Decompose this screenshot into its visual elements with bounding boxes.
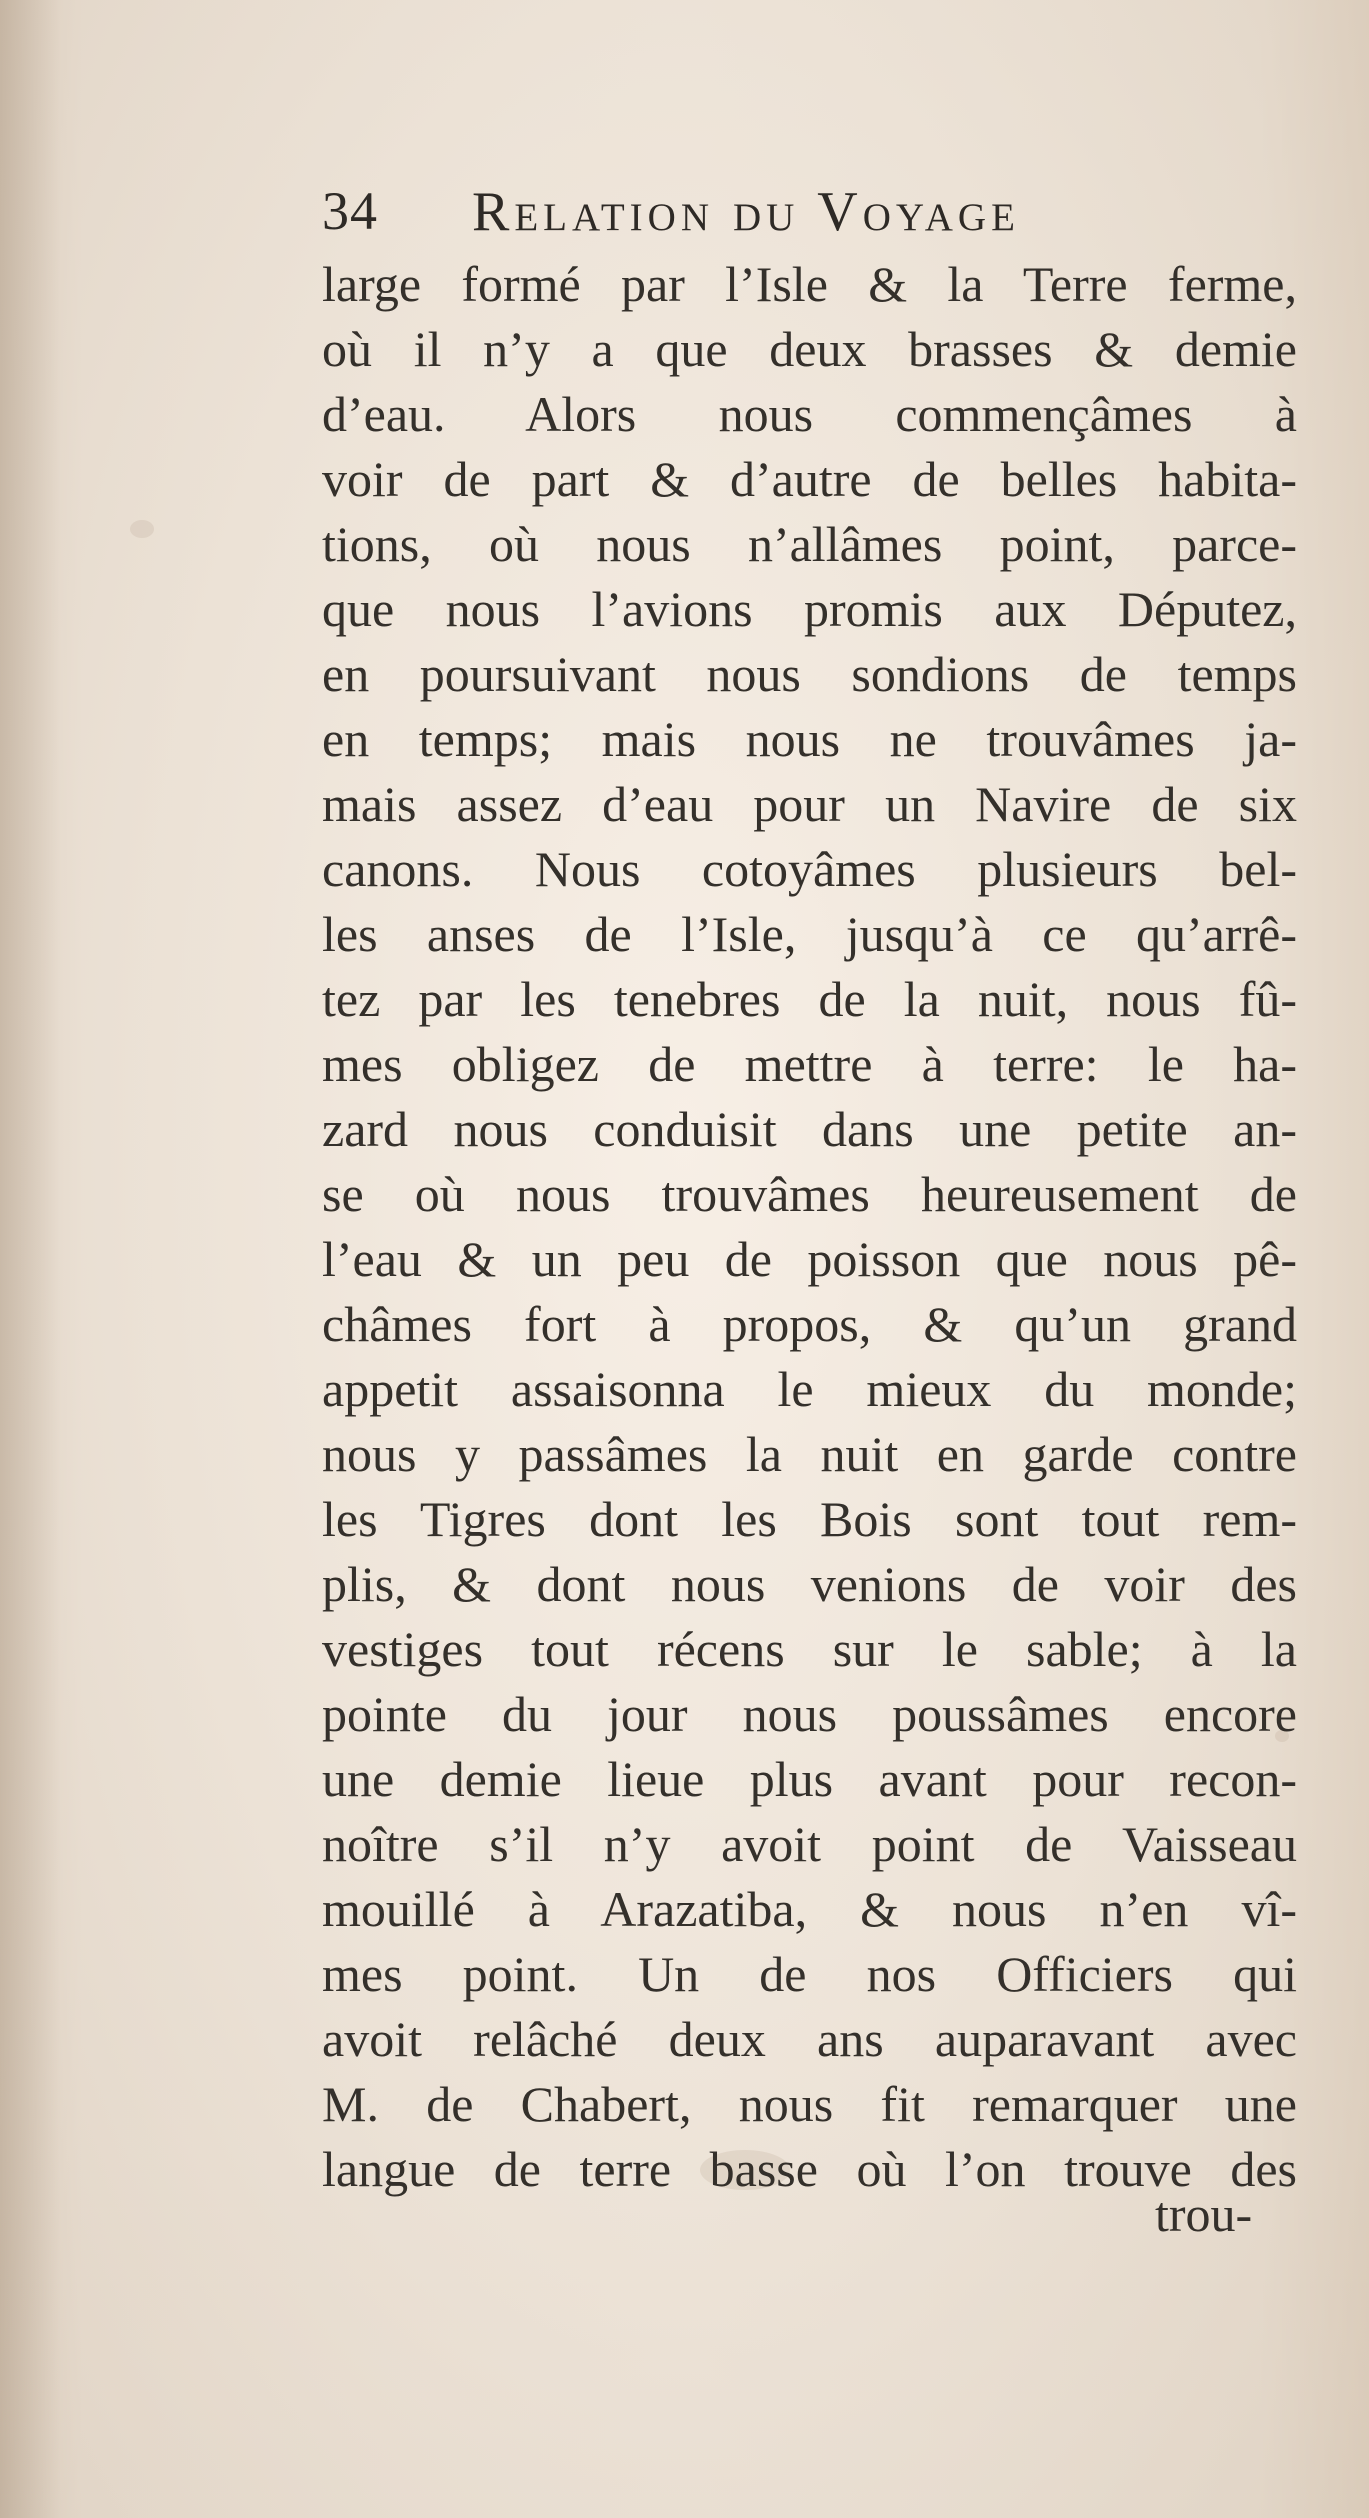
body-text bbox=[322, 252, 1297, 2202]
text-line: avoit relâché deux ans auparavant avec bbox=[322, 2011, 1297, 2067]
catchword: trou- bbox=[1155, 2186, 1253, 2242]
text-line: tez par les tenebres de la nuit, nous fû- bbox=[322, 971, 1297, 1027]
text-line: nous y passâmes la nuit en garde contre bbox=[322, 1426, 1297, 1482]
text-line: mes obligez de mettre à terre: le ha- bbox=[322, 1036, 1297, 1092]
text-line: plis, & dont nous venions de voir des bbox=[322, 1556, 1297, 1612]
text-line: d’eau. Alors nous commençâmes à bbox=[322, 386, 1297, 442]
text-line: se où nous trouvâmes heureusement de bbox=[322, 1166, 1297, 1222]
text-line: zard nous conduisit dans une petite an- bbox=[322, 1101, 1297, 1157]
text-line: les anses de l’Isle, jusqu’à ce qu’arrê- bbox=[322, 906, 1297, 962]
page-number: 34 bbox=[322, 181, 378, 241]
text-line: mes point. Un de nos Officiers qui bbox=[322, 1946, 1297, 2002]
text-line: châmes fort à propos, & qu’un grand bbox=[322, 1296, 1297, 1352]
gutter-shadow bbox=[0, 0, 60, 2518]
page-header bbox=[322, 180, 1302, 250]
text-line: les Tigres dont les Bois sont tout rem- bbox=[322, 1491, 1297, 1547]
text-line: une demie lieue plus avant pour recon- bbox=[322, 1751, 1297, 1807]
text-line: vestiges tout récens sur le sable; à la bbox=[322, 1621, 1297, 1677]
text-line: tions, où nous n’allâmes point, parce- bbox=[322, 516, 1297, 572]
text-line: voir de part & d’autre de belles habita- bbox=[322, 451, 1297, 507]
text-line: en temps; mais nous ne trouvâmes ja- bbox=[322, 711, 1297, 767]
text-line: pointe du jour nous poussâmes encore bbox=[322, 1686, 1297, 1742]
text-line: langue de terre basse où l’on trouve des bbox=[322, 2141, 1297, 2197]
text-line: que nous l’avions promis aux Députez, bbox=[322, 581, 1297, 637]
running-head: Relation du Voyage bbox=[472, 181, 1020, 243]
text-line: M. de Chabert, nous fit remarquer une bbox=[322, 2076, 1297, 2132]
text-line: noître s’il n’y avoit point de Vaisseau bbox=[322, 1816, 1297, 1872]
text-line: mouillé à Arazatiba, & nous n’en vî- bbox=[322, 1881, 1297, 1937]
paper-stain bbox=[130, 520, 154, 538]
text-line: l’eau & un peu de poisson que nous pê- bbox=[322, 1231, 1297, 1287]
text-line: appetit assaisonna le mieux du monde; bbox=[322, 1361, 1297, 1417]
text-line: où il n’y a que deux brasses & demie bbox=[322, 321, 1297, 377]
text-line: en poursuivant nous sondions de temps bbox=[322, 646, 1297, 702]
text-line: large formé par l’Isle & la Terre ferme, bbox=[322, 256, 1297, 312]
text-line: mais assez d’eau pour un Navire de six bbox=[322, 776, 1297, 832]
text-line: canons. Nous cotoyâmes plusieurs bel- bbox=[322, 841, 1297, 897]
